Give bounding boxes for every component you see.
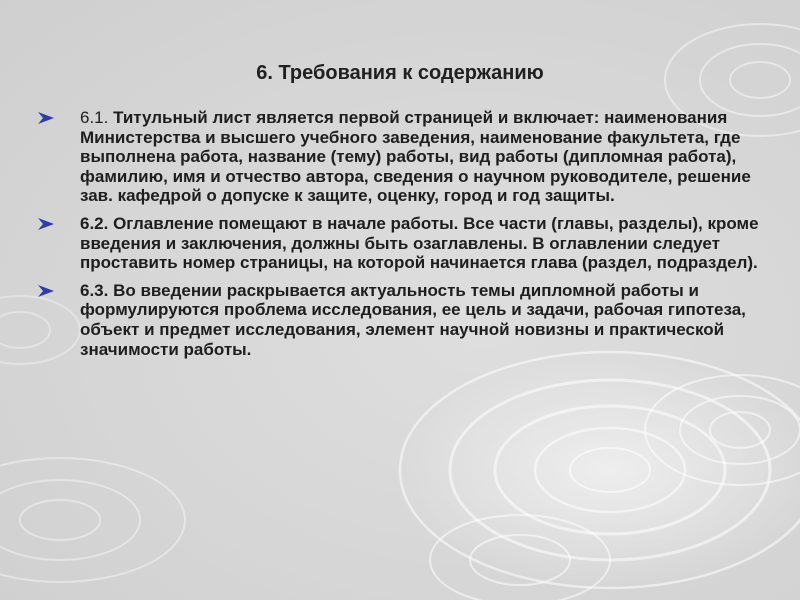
arrow-bullet-icon <box>36 110 56 126</box>
item-number: 6.1. <box>80 108 109 127</box>
arrow-bullet-icon <box>36 216 56 232</box>
bullet-list <box>36 108 766 367</box>
slide-title: 6. Требования к содержанию <box>256 62 544 84</box>
list-item <box>36 214 766 273</box>
arrow-bullet-icon <box>36 283 56 299</box>
item-text: 6.3. Во введении раскрывается актуальность темы дипломной работы и формулируются проблема исследования, ее цель и задачи, рабочая гипотеза, объект и предмет исследования, элемент научной новизны и практической значимости работы. <box>80 280 746 359</box>
item-text: Титульный лист является первой страницей и включает: наименования Министерства и высшего учебного заведения, наименование факультета, где выполнена работа, название (тему) работы, вид работы (дипломная работа), фамилию, имя и отчество автора, сведения о научном руководителе, решение зав. кафедрой о допуске к защите, оценку, город и год защиты. <box>80 108 751 206</box>
list-item <box>36 108 766 206</box>
item-text: 6.2. Оглавление помещают в начале работы. Все части (главы, разделы), кроме введения и заключения, должны быть озаглавлены. В оглавлении следует проставить номер страницы, на которой начинается глава (раздел, подраздел). <box>80 213 759 273</box>
list-item <box>36 281 766 359</box>
